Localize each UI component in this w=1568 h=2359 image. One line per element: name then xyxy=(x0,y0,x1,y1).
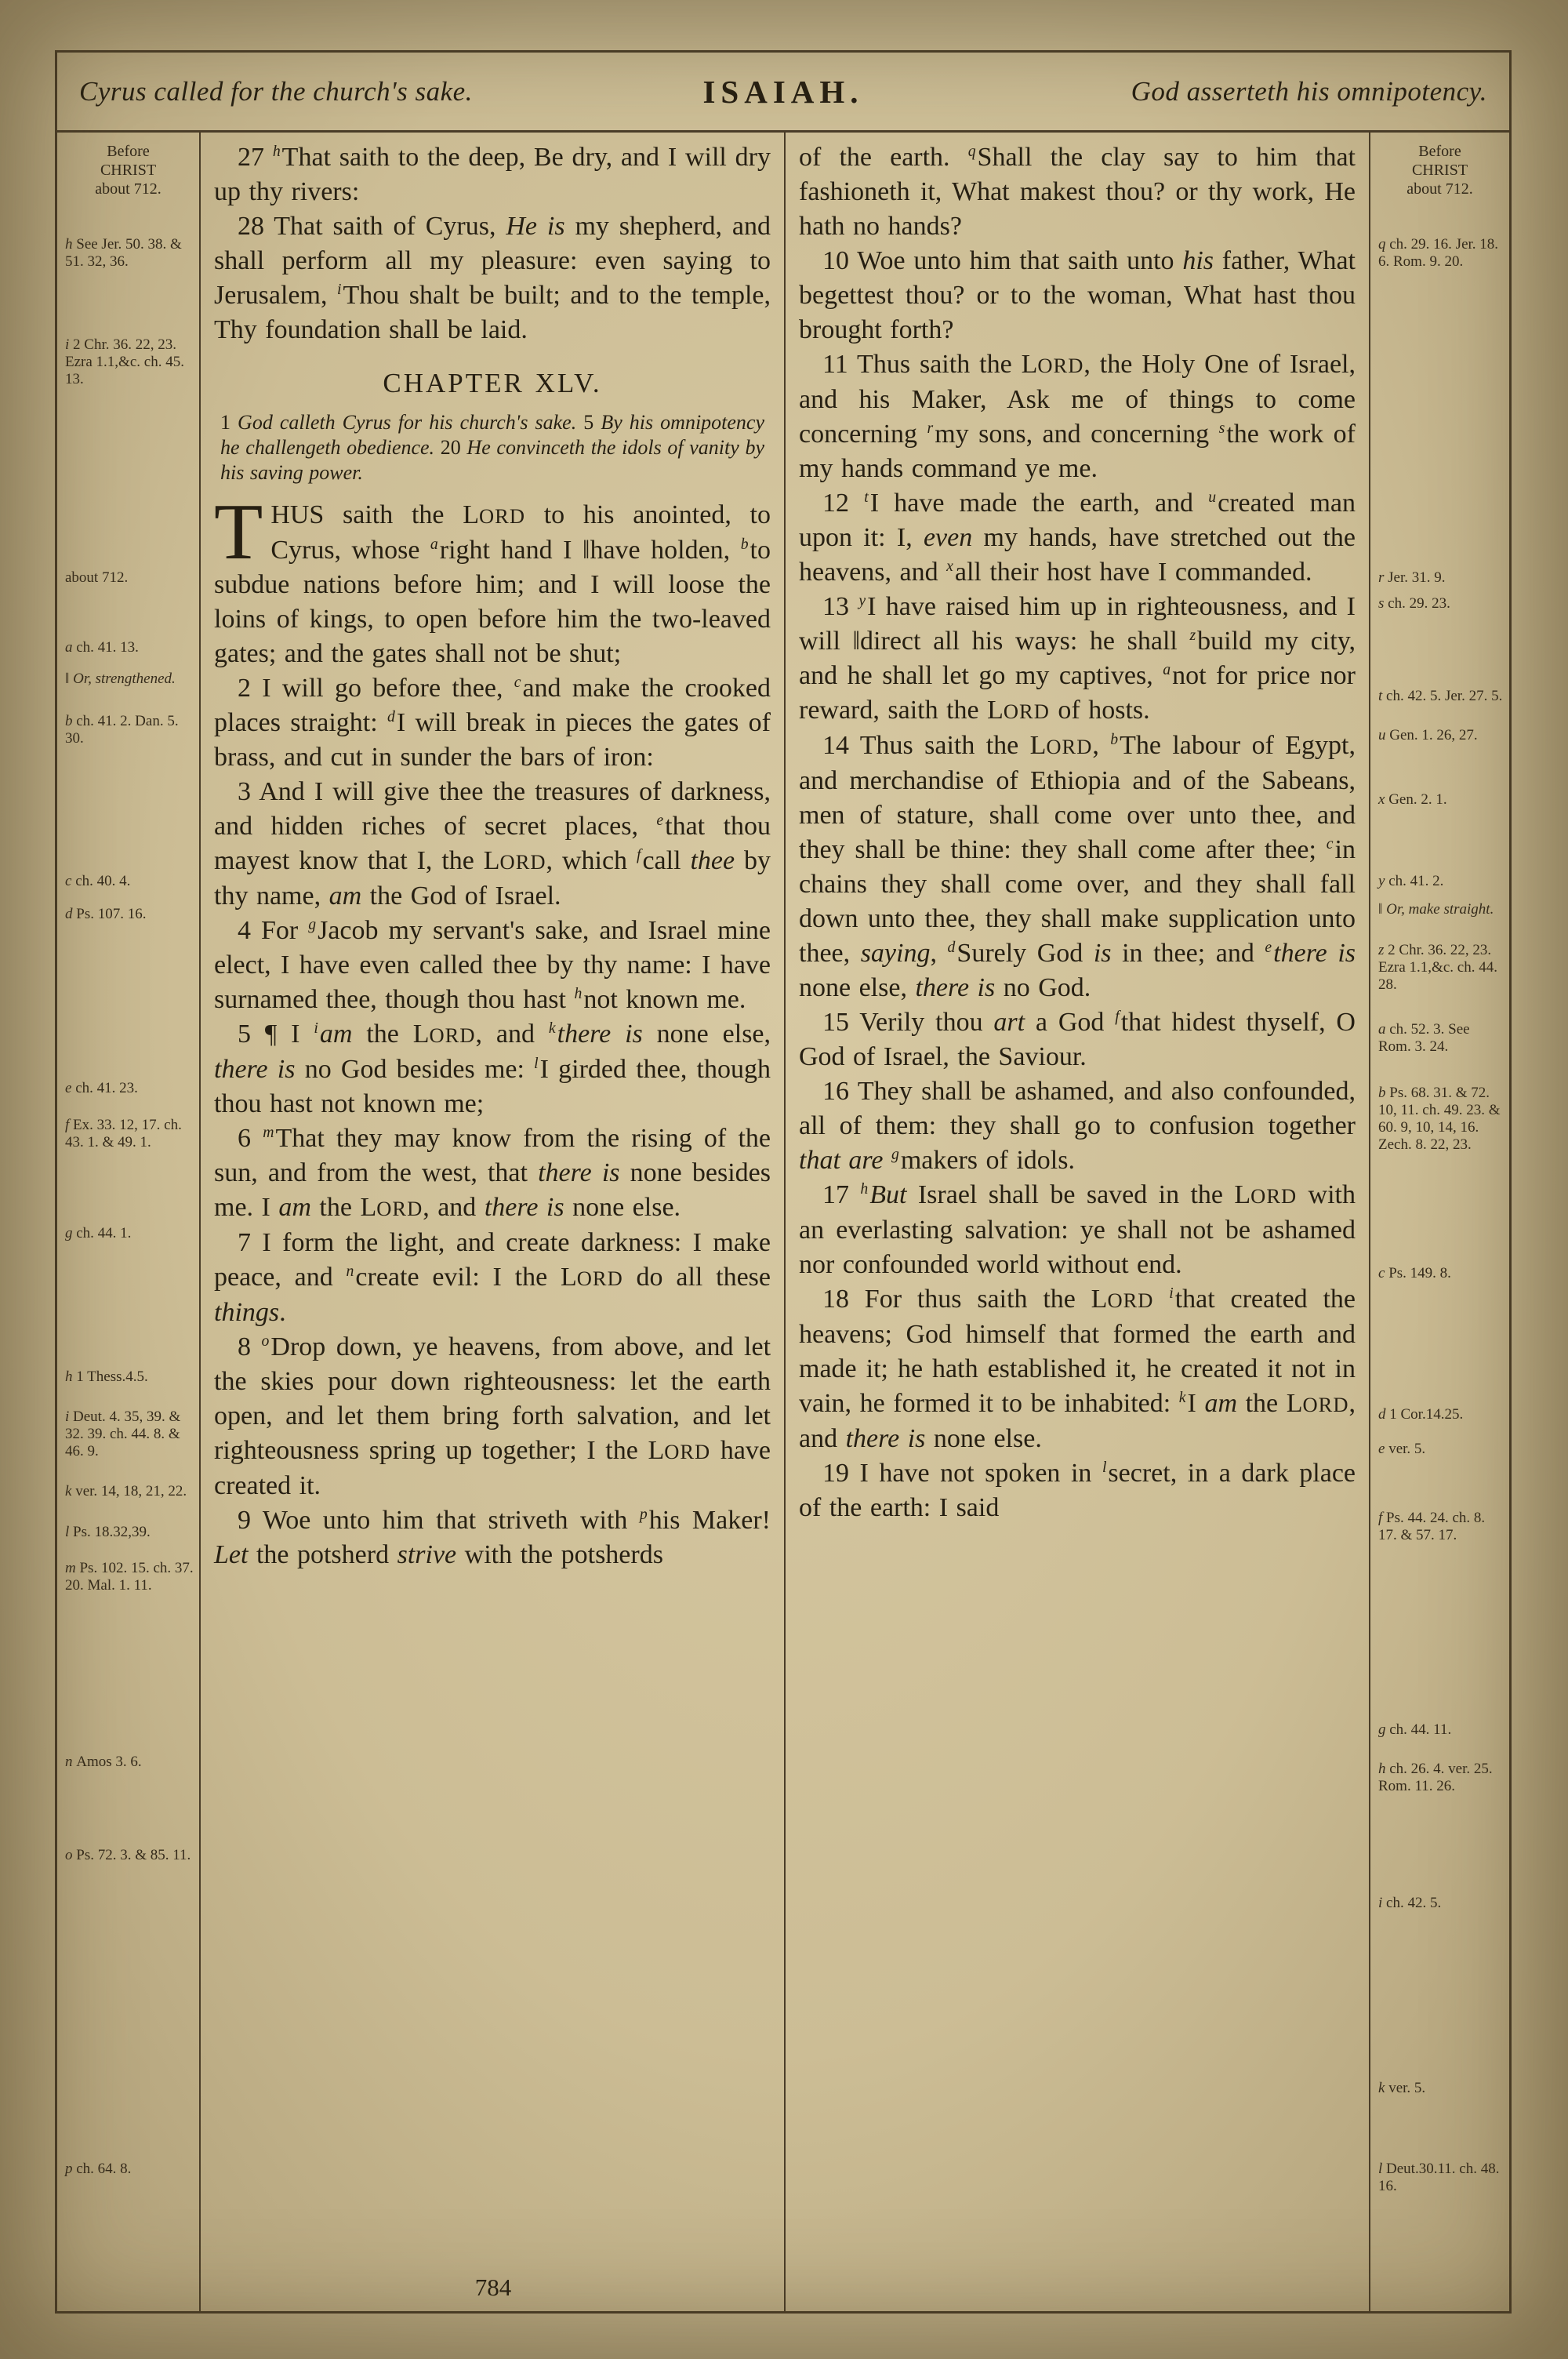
note-mark: c xyxy=(1378,1265,1385,1281)
note-mark: x xyxy=(1378,791,1385,808)
margin-note xyxy=(65,1524,195,1541)
note-mark: p xyxy=(65,2161,73,2177)
margin-note xyxy=(65,1369,195,1386)
note-mark: l xyxy=(65,1524,70,1540)
note-mark: n xyxy=(65,1754,73,1770)
note-text: ver. 5. xyxy=(1388,1441,1426,1457)
note-mark: q xyxy=(1378,236,1386,253)
note-mark: h xyxy=(65,236,73,253)
note-mark: g xyxy=(1378,1721,1386,1738)
running-head-left: Cyrus called for the church's sake. xyxy=(79,75,473,107)
verse-paragraph: 5 ¶ I $^i$am the LORD, and $^k$there is none else, there is no God besides me: $^l$I girded thee, though thou hast not known me; xyxy=(214,1019,771,1118)
verse-paragraph: 10 Woe unto him that saith unto his father, What begettest thou? or to the woman, What hast thou brought forth? xyxy=(799,246,1356,344)
margin-note xyxy=(1378,1021,1505,1056)
margin-note xyxy=(1378,873,1505,890)
note-mark: m xyxy=(65,1560,76,1576)
note-mark: o xyxy=(65,1847,73,1863)
note-text: ch. 29. 23. xyxy=(1388,595,1450,612)
margin-note xyxy=(65,2161,195,2178)
note-text: See Jer. 50. 38. & 51. 32, 36. xyxy=(65,236,182,270)
note-text: ch. 41. 2. xyxy=(1388,873,1444,889)
note-text: 2 Chr. 36. 22, 23. Ezra 1.1,&c. ch. 45. 13. xyxy=(65,336,184,387)
margin-head-line: about 712. xyxy=(95,180,162,198)
note-text: ch. 42. 5. Jer. 27. 5. xyxy=(1386,688,1503,704)
margin-note xyxy=(65,1225,195,1242)
margin-note xyxy=(1378,1761,1505,1795)
note-text: Ps. 44. 24. ch. 8. 17. & 57. 17. xyxy=(1378,1510,1486,1543)
margin-note xyxy=(65,1560,195,1594)
margin-note xyxy=(1378,1721,1505,1739)
margin-note xyxy=(1378,595,1505,612)
left-margin-column xyxy=(57,133,199,2311)
margin-head-left xyxy=(57,142,199,198)
verse-paragraph: 6 $^m$That they may know from the rising of the sun, and from the west, that there is none besides me. I am the LORD, and there is none else. xyxy=(214,1123,771,1222)
note-mark: r xyxy=(1378,569,1385,586)
verse-paragraph: 14 Thus saith the LORD, $^b$The labour of Egypt, and merchandise of Ethiopia and of the Sabeans, men of stature, shall come over unto thee, and they shall be thine: they shall come after thee; $^c$in chains they shall come over, and they shall fall down unto thee, they shall make supplication unto thee, saying, $^d$Surely God is in thee; and $^e$there is none else, there is no God. xyxy=(799,730,1356,1002)
note-mark: h xyxy=(1378,1761,1386,1777)
margin-note xyxy=(1378,1406,1505,1423)
note-mark: a xyxy=(65,639,73,656)
margin-note xyxy=(65,1847,195,1864)
note-text: ch. 26. 4. ver. 25. Rom. 11. 26. xyxy=(1378,1761,1493,1794)
margin-head-line: Before xyxy=(1418,143,1461,160)
margin-note xyxy=(1378,1265,1505,1282)
note-mark: u xyxy=(1378,727,1386,743)
note-text: ch. 52. 3. See Rom. 3. 24. xyxy=(1378,1021,1470,1055)
note-text: Deut.30.11. ch. 48. 16. xyxy=(1378,2161,1500,2194)
note-mark: t xyxy=(1378,688,1383,704)
note-mark: e xyxy=(1378,1441,1385,1457)
note-mark: z xyxy=(1378,942,1385,958)
note-mark: l xyxy=(1378,2161,1383,2177)
verse-paragraph: 2 I will go before thee, $^c$and make the crooked places straight: $^d$I will break in pieces the gates of brass, and cut in sunder the bars of iron: xyxy=(214,673,771,772)
margin-head-line: Before xyxy=(107,143,150,160)
note-text: ch. 41. 2. Dan. 5. 30. xyxy=(65,713,179,747)
verse-paragraph: 12 $^t$I have made the earth, and $^u$created man upon it: I, even my hands, have stretched out the heavens, and $^x$all their host have I commanded. xyxy=(799,488,1356,587)
note-text: Ps. 68. 31. & 72. 10, 11. ch. 49. 23. & 60. 9, 10, 14, 16. Zech. 8. 22, 23. xyxy=(1378,1085,1501,1153)
note-text: Jer. 31. 9. xyxy=(1388,569,1446,586)
margin-note xyxy=(65,236,195,271)
note-text: 2 Chr. 36. 22, 23. Ezra 1.1,&c. ch. 44. 28. xyxy=(1378,942,1497,993)
note-mark: b xyxy=(1378,1085,1386,1101)
verse-paragraph: 8 $^o$Drop down, ye heavens, from above, and let the skies pour down righteousness: let the earth open, and let them bring forth salvation, and let righteousness spring up together; I the LORD have created it. xyxy=(214,1332,771,1500)
verse-paragraph: 7 I form the light, and create darkness: I make peace, and $^n$create evil: I the LORD do all these things. xyxy=(214,1228,771,1327)
note-text: Ps. 102. 15. ch. 37. 20. Mal. 1. 11. xyxy=(65,1560,194,1594)
verse-paragraph: 11 Thus saith the LORD, the Holy One of Israel, and his Maker, Ask me of things to come concerning $^r$my sons, and concerning $^s$the work of my hands command ye me. xyxy=(799,350,1356,483)
note-text: Or, make straight. xyxy=(1386,901,1494,918)
margin-head-line: CHRIST xyxy=(1411,162,1468,179)
note-text: 1 Cor.14.25. xyxy=(1389,1406,1464,1423)
note-text: Ps. 18.32,39. xyxy=(73,1524,151,1540)
book-title: ISAIAH. xyxy=(702,73,864,110)
right-text-column xyxy=(784,133,1369,2311)
note-text: 1 Thess.4.5. xyxy=(76,1369,148,1385)
margin-note xyxy=(1378,791,1505,809)
continuation: of the earth. $^q$Shall the clay say to him that fashioneth it, What makest thou? or thy work, He hath no hands? xyxy=(799,142,1356,241)
margin-head-line: CHRIST xyxy=(100,162,157,179)
note-mark: f xyxy=(65,1117,70,1133)
note-text: ch. 29. 16. Jer. 18. 6. Rom. 9. 20. xyxy=(1378,236,1499,270)
dropcap xyxy=(214,488,771,671)
note-text: ch. 44. 11. xyxy=(1389,1721,1452,1738)
note-mark: k xyxy=(1378,2080,1385,2096)
note-mark: i xyxy=(65,1408,70,1425)
note-mark: y xyxy=(1378,873,1385,889)
note-mark: c xyxy=(65,873,72,889)
note-text: Deut. 4. 35, 39. & 32. 39. ch. 44. 8. & 46. 9. xyxy=(65,1408,181,1459)
verse-paragraph: 27 $^h$That saith to the deep, Be dry, and I will dry up thy rivers: xyxy=(214,142,771,206)
scanned-bible-page xyxy=(55,50,1512,2314)
margin-note xyxy=(1378,2161,1505,2195)
margin-note xyxy=(1378,2080,1505,2097)
note-text: Ps. 72. 3. & 85. 11. xyxy=(76,1847,191,1863)
verse-paragraph: 17 $^h$But Israel shall be saved in the LORD with an everlasting salvation: ye shall not be ashamed nor confounded world without end. xyxy=(799,1180,1356,1279)
note-text: Amos 3. 6. xyxy=(76,1754,142,1770)
verse-paragraph: 13 $^y$I have raised him up in righteousness, and I will ‖direct all his ways: he shall $^z$build my city, and he shall let go my captives, $^a$not for price nor reward, saith the LORD of hosts. xyxy=(799,591,1356,725)
note-mark: ‖ xyxy=(65,671,70,687)
margin-note xyxy=(1378,1085,1505,1154)
margin-note xyxy=(1378,569,1505,587)
margin-note xyxy=(65,671,195,688)
margin-note xyxy=(1378,942,1505,994)
note-mark: ‖ xyxy=(1378,901,1383,918)
verse-paragraph: 15 Verily thou art a God $^f$that hidest thyself, O God of Israel, the Saviour. xyxy=(799,1007,1356,1071)
drop-cap-initial: T xyxy=(214,488,263,576)
chapter-heading: CHAPTER XLV. xyxy=(383,368,602,398)
margin-head-line: about 712. xyxy=(1406,180,1473,198)
margin-note xyxy=(65,713,195,747)
text-columns xyxy=(57,133,1509,2311)
verse-paragraph: 9 Woe unto him that striveth with $^p$his Maker! Let the potsherd strive with the potsherds xyxy=(214,1505,771,1569)
margin-note xyxy=(65,1483,195,1500)
verse-paragraph: 28 That saith of Cyrus, He is my shepherd, and shall perform all my pleasure: even saying to Jerusalem, $^i$Thou shalt be built; and to the temple, Thy foundation shall be laid. xyxy=(214,212,771,344)
margin-note xyxy=(65,1080,195,1097)
note-mark: e xyxy=(65,1080,72,1096)
note-text: ch. 41. 23. xyxy=(75,1080,138,1096)
note-text: ch. 44. 1. xyxy=(76,1225,132,1241)
note-mark: i xyxy=(65,336,70,353)
note-text: Ex. 33. 12, 17. ch. 43. 1. & 49. 1. xyxy=(65,1117,182,1150)
margin-note xyxy=(65,639,195,656)
verse-paragraph: 4 For $^g$Jacob my servant's sake, and Israel mine elect, I have even called thee by thy name: I have surnamed thee, though thou hast $^h$not known me. xyxy=(214,915,771,1014)
note-text: Ps. 149. 8. xyxy=(1388,1265,1451,1281)
note-text: ch. 64. 8. xyxy=(76,2161,132,2177)
note-text: Ps. 107. 16. xyxy=(76,906,147,922)
note-text: ver. 5. xyxy=(1388,2080,1426,2096)
margin-note xyxy=(65,1408,195,1460)
margin-note xyxy=(1378,236,1505,271)
margin-note xyxy=(65,569,195,587)
verse-paragraph: 18 For thus saith the LORD $^i$that created the heavens; God himself that formed the earth and made it; he hath established it, he created it not in vain, he formed it to be inhabited: $^k$I am the LORD, and there is none else. xyxy=(799,1284,1356,1453)
margin-note xyxy=(65,1754,195,1771)
note-mark: f xyxy=(1378,1510,1383,1526)
note-mark: k xyxy=(65,1483,72,1499)
note-mark: s xyxy=(1378,595,1385,612)
margin-note xyxy=(1378,727,1505,744)
margin-note xyxy=(65,336,195,388)
note-mark: a xyxy=(1378,1021,1386,1038)
note-text: ch. 42. 5. xyxy=(1386,1895,1442,1911)
note-text: Or, strengthened. xyxy=(73,671,176,687)
margin-note xyxy=(1378,901,1505,918)
verse-paragraph: 3 And I will give thee the treasures of darkness, and hidden riches of secret places, $^e$that thou mayest know that I, the LORD, which $^f$call thee by thy name, am the God of Israel. xyxy=(214,777,771,911)
verse-paragraph: 19 I have not spoken in $^l$secret, in a dark place of the earth: I said xyxy=(799,1458,1356,1522)
running-head-right: God asserteth his omnipotency. xyxy=(1131,75,1487,107)
margin-note xyxy=(1378,1441,1505,1458)
left-text-column xyxy=(199,133,784,2311)
page-number: 784 xyxy=(474,2274,512,2301)
right-margin-column xyxy=(1369,133,1509,2311)
note-mark: b xyxy=(65,713,73,729)
note-text: about 712. xyxy=(65,569,129,586)
margin-note xyxy=(1378,1895,1505,1912)
note-text: ver. 14, 18, 21, 22. xyxy=(75,1483,187,1499)
margin-head-right xyxy=(1370,142,1509,198)
margin-note xyxy=(1378,688,1505,705)
note-mark: d xyxy=(1378,1406,1386,1423)
margin-note xyxy=(1378,1510,1505,1544)
note-mark: h xyxy=(65,1369,73,1385)
margin-note xyxy=(65,906,195,923)
note-text: ch. 40. 4. xyxy=(75,873,131,889)
verse-paragraph: 16 They shall be ashamed, and also confounded, all of them: they shall go to confusion together that are $^g$makers of idols. xyxy=(799,1077,1356,1175)
note-text: ch. 41. 13. xyxy=(76,639,139,656)
margin-note xyxy=(65,873,195,890)
verse-text: HUS saith the LORD to his anointed, to Cyrus, whose $^a$right hand I ‖have holden, $^b$to subdue nations before him; and I will loose the loins of kings, to open before him the two-leaved gates; and the gates shall not be shut; xyxy=(214,500,771,668)
note-text: Gen. 1. 26, 27. xyxy=(1389,727,1478,743)
note-mark: i xyxy=(1378,1895,1383,1911)
note-mark: g xyxy=(65,1225,73,1241)
note-mark: d xyxy=(65,906,73,922)
note-text: Gen. 2. 1. xyxy=(1388,791,1447,808)
page-header xyxy=(57,53,1509,133)
margin-note xyxy=(65,1117,195,1151)
summary: 1 God calleth Cyrus for his church's sake. 5 By his omnipotency he challengeth obedience. 20 He convinceth the idols of vanity by his saving power. xyxy=(220,411,765,484)
